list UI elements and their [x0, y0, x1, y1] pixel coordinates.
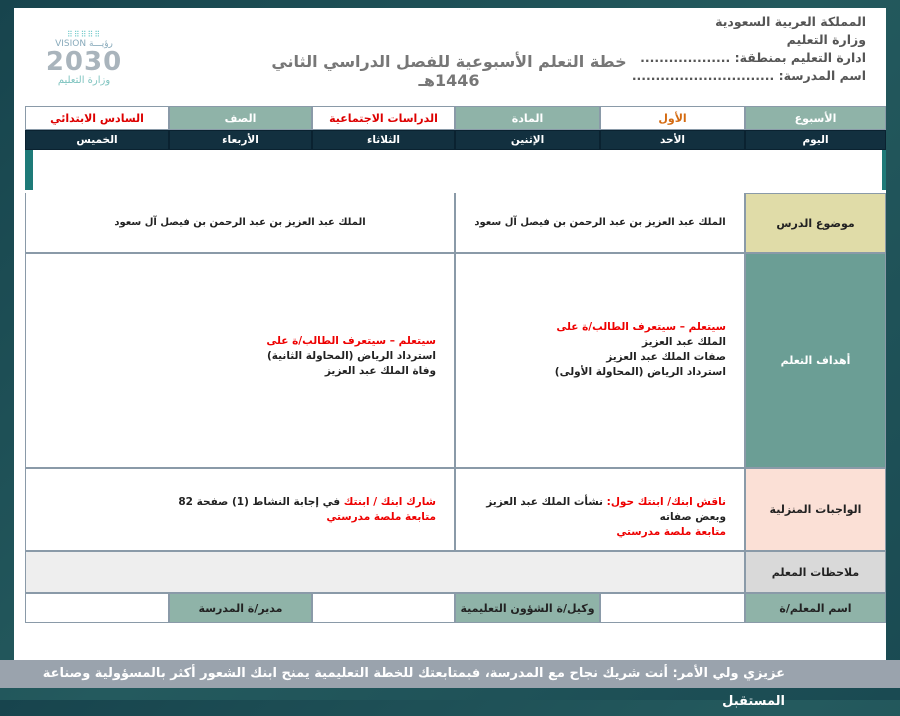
topic-tuesday: الملك عبد العزيز بن عبد الرحمن بن فيصل آل سعود [25, 193, 455, 253]
kingdom-label: المملكة العربية السعودية [715, 14, 866, 29]
homework-prompt: شارك ابنك / ابنتك [343, 496, 436, 508]
teacher-name-label: اسم المعلم/ة [745, 593, 886, 623]
grade-value: السادس الابتدائي [25, 106, 169, 130]
homework-label: الواجبات المنزلية [745, 468, 886, 551]
objectives-sunday [455, 253, 745, 468]
notes-label: ملاحظات المعلم [745, 551, 886, 593]
region-label: ادارة التعليم بمنطقة: ................... [640, 50, 866, 65]
day-monday: الإثنين [455, 130, 600, 150]
notes-field[interactable] [25, 551, 745, 593]
deputy-label: وكيل/ة الشؤون التعليمية [455, 593, 600, 623]
subject-value: الدراسات الاجتماعية [312, 106, 455, 130]
logo-vision: VISION رؤيـــة [55, 39, 113, 49]
objective-item: صفات الملك عبد العزيز [606, 351, 726, 363]
header-info [632, 13, 866, 85]
day-sunday: الأحد [600, 130, 745, 150]
week-value: الأول [600, 106, 745, 130]
homework-platform: متابعة ملصة مدرستي [616, 526, 726, 538]
homework-sunday [455, 468, 745, 551]
band [25, 150, 886, 190]
deputy-field[interactable] [312, 593, 455, 623]
teacher-name-field[interactable] [600, 593, 745, 623]
principal-field[interactable] [25, 593, 169, 623]
objective-item: وفاة الملك عبد العزيز [324, 365, 436, 377]
principal-label: مدير/ة المدرسة [169, 593, 312, 623]
vision-2030-logo: ⠿⠿⠿⠿⠿ VISION رؤيـــة 2030 وزارة التعليم [45, 30, 123, 86]
topic-sunday: الملك عبد العزيز بن عبد الرحمن بن فيصل آل سعود [455, 193, 745, 253]
grade-label: الصف [169, 106, 312, 130]
topic-label: موضوع الدرس [745, 193, 886, 253]
day-wednesday: الأربعاء [169, 130, 312, 150]
homework-text: في إجابة النشاط (1) صفحة 82 [178, 496, 344, 508]
objectives-head: سيتعلم – سيتعرف الطالب/ة على [556, 321, 726, 333]
objective-item: الملك عبد العزيز [642, 336, 726, 348]
homework-prompt: ناقش ابنك/ ابنتك حول: [606, 496, 726, 508]
logo-ministry: وزارة التعليم [57, 75, 111, 86]
homework-tuesday [25, 468, 455, 551]
parent-message-footer: عزيزي ولي الأمر: أنت شريك نجاح مع المدرسة، فبمتابعتك للخطة التعليمية يمنح ابنك الشعور أكثر بالمسؤولية وصناعة المستقبل [0, 660, 900, 688]
ministry-label: وزارة التعليم [786, 32, 866, 47]
objective-item: استرداد الرياض (المحاولة الأولى) [554, 366, 726, 378]
homework-text: نشأت الملك عبد العزيز وبعض صفاته [486, 496, 726, 523]
day-thursday: الخميس [25, 130, 169, 150]
day-header: اليوم [745, 130, 886, 150]
page-title: خطة التعلم الأسبوعية للفصل الدراسي الثاني 1446هـ [271, 52, 627, 90]
day-tuesday: الثلاثاء [312, 130, 455, 150]
objectives-tuesday [25, 253, 455, 468]
objectives-label: أهداف التعلم [745, 253, 886, 468]
homework-platform: متابعة ملصة مدرستي [326, 511, 436, 523]
subject-label: المادة [455, 106, 600, 130]
school-label: اسم المدرسة: .............................. [631, 68, 866, 83]
objective-item: استرداد الرياض (المحاولة الثانية) [266, 350, 436, 362]
objectives-head: سيتعلم – سيتعرف الطالب/ة على [266, 335, 436, 347]
week-label: الأسبوع [745, 106, 886, 130]
logo-year: 2030 [45, 47, 123, 77]
